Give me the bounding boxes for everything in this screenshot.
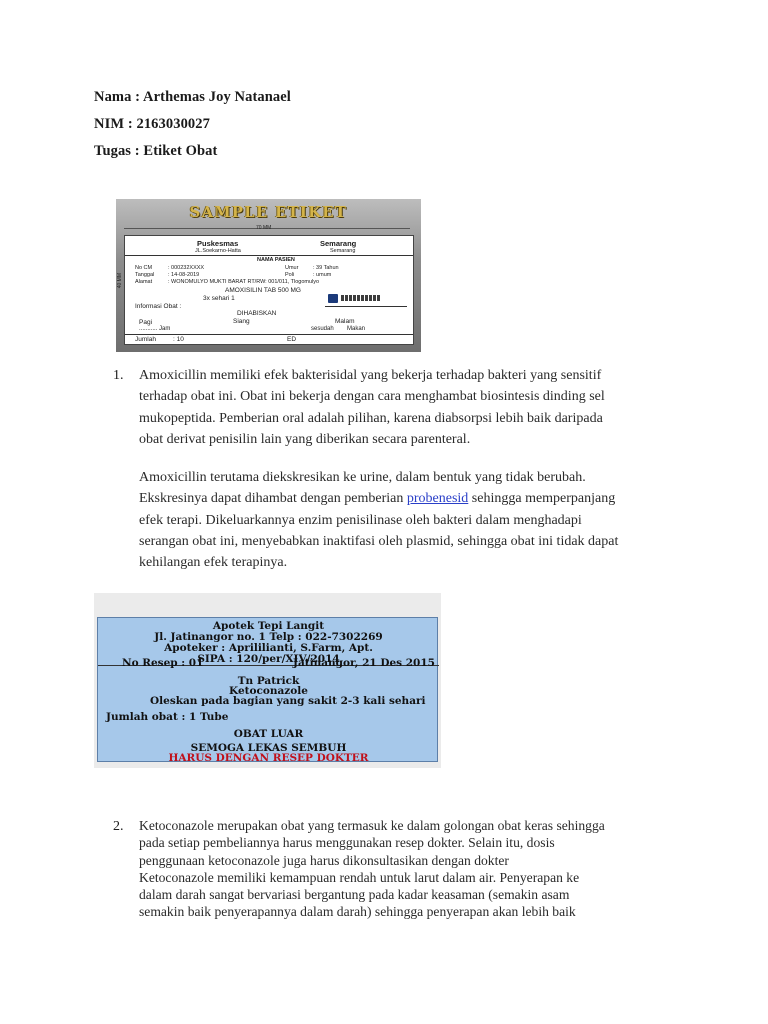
apotek-date: Jatinangor, 21 Des 2015: [293, 657, 435, 669]
student-nim: NIM : 2163030027: [94, 116, 210, 132]
etiket-address: JL.Soekarno-Hatta: [195, 248, 241, 254]
apotek-wish: SEMOGA LEKAS SEMBUH: [190, 742, 347, 754]
text-line-with-link: [139, 488, 618, 509]
text-line: obat derivat penisilin lain yang diberikan secara parenteral.: [139, 431, 471, 447]
apotek-name: Apotek Tepi Langit: [212, 620, 325, 632]
etiket-banner-title: SAMPLE ETIKET: [189, 204, 348, 221]
text-line: Amoxicillin memiliki efek bakterisidal yang bekerja terhadap bakteri yang sensitif: [139, 368, 602, 383]
apotek-apoteker: Apoteker : Aprililianti, S.Farm, Apt.: [164, 642, 373, 654]
sample-etiket-image: [116, 199, 421, 352]
etiket-makan: Makan: [347, 326, 366, 332]
etiket-ed: ED: [287, 336, 297, 343]
etiket-nocm-value: : 000232XXXX: [168, 265, 205, 271]
apotek-label-card: [97, 617, 438, 762]
text-line: semakin baik penyerapannya dalam darah) sehingga penyerapan akan lebih baik: [139, 904, 576, 920]
student-name: Nama : Arthemas Joy Natanael: [94, 89, 291, 105]
etiket-puskesmas: Puskesmas: [197, 239, 239, 248]
list-number-2: 2.: [113, 819, 124, 834]
etiket-alamat-label: Alamat: [135, 279, 153, 285]
text-line: terhadap obat ini. Obat ini bekerja dengan cara menghambat biosintesis dinding sel: [139, 389, 605, 405]
text-line: kehilangan efek terapinya.: [139, 555, 288, 571]
apotek-address: Jl. Jatinangor no. 1 Telp : 022-7302269: [154, 631, 383, 643]
etiket-jam: ........... Jam: [139, 326, 171, 332]
etiket-section-title: NAMA PASIEN: [257, 257, 295, 263]
apotek-patient: Tn Patrick: [237, 675, 300, 687]
list-number-1: 1.: [113, 368, 124, 383]
text-line: efek terapi. Dikeluarkannya enzim penisilinase oleh bakteri dalam menghadapi: [139, 512, 582, 528]
text-line: dalam darah sangat bervariasi bergantung pada kadar keasaman (semakin asam: [139, 887, 570, 903]
etiket-poli-label: Poli: [285, 272, 295, 278]
apotek-obat-luar: OBAT LUAR: [233, 728, 304, 740]
apotek-label-image: [94, 593, 441, 768]
item1-paragraph-2: [139, 467, 618, 573]
apotek-usage: Oleskan pada bagian yang sakit 2-3 kali sehari: [150, 695, 426, 707]
item2-paragraph: [139, 817, 605, 921]
assignment-title: Tugas : Etiket Obat: [94, 143, 218, 159]
pharma-logo-text: [341, 295, 381, 301]
text-line: Ketoconazole memiliki kemampuan rendah untuk larut dalam air. Penyerapan ke: [139, 869, 580, 885]
apotek-sipa: SIPA : 120/per/XIV/2014: [197, 653, 340, 665]
etiket-poli-value: : umum: [313, 272, 332, 278]
etiket-pagi: Pagi: [139, 319, 153, 326]
text-line: Amoxicillin terutama diekskresikan ke urine, dalam bentuk yang tidak berubah.: [139, 470, 586, 485]
etiket-dose: 3x sehari 1: [203, 295, 235, 302]
apotek-drug: Ketoconazole: [229, 685, 308, 697]
etiket-nocm-label: No CM: [135, 265, 153, 271]
text-line: mukopeptida. Pemberian oral adalah pilihan, karena diabsorpsi lebih baik daripada: [139, 410, 603, 426]
text-line: pada setiap pembeliannya harus menggunakan resep dokter. Selain itu, dosis: [139, 835, 555, 851]
etiket-sesudah: sesudah: [311, 326, 334, 332]
text-line: serangan obat ini, menyebabkan inaktifasi oleh plasmid, sehingga obat ini tidak dapat: [139, 533, 619, 549]
pharma-logo-icon: [328, 294, 338, 303]
etiket-card: [124, 235, 414, 345]
etiket-city: Semarang: [320, 239, 357, 248]
apotek-warning: HARUS DENGAN RESEP DOKTER: [168, 752, 369, 764]
etiket-info-label: Informasi Obat :: [135, 303, 182, 310]
probenesid-link[interactable]: probenesid: [406, 491, 469, 507]
etiket-umur-label: Umur: [285, 265, 299, 271]
etiket-tanggal-value: : 14-08-2019: [168, 272, 200, 278]
etiket-umur-value: : 39 Tahun: [313, 265, 339, 271]
etiket-side-label: 40 MM: [117, 273, 123, 289]
etiket-alamat-value: : WONOMULYO MUKTI BARAT RT/RW: 001/011, Tlogomulyo: [168, 279, 320, 285]
text-fragment: Ekskresinya dapat dihambat dengan pemberian: [139, 491, 407, 507]
etiket-scale-label: 70 MM: [256, 225, 272, 231]
etiket-dihabiskan: DIHABISKAN: [237, 310, 277, 317]
etiket-tanggal-label: Tanggal: [135, 272, 155, 278]
text-fragment: sehingga memperpanjang: [468, 491, 616, 507]
apotek-quantity: Jumlah obat : 1 Tube: [106, 711, 229, 723]
etiket-malam: Malam: [335, 318, 355, 325]
apotek-resep-number: No Resep : 01: [122, 657, 204, 669]
etiket-siang: Siang: [233, 318, 250, 325]
etiket-drug-name: AMOXISILIN TAB 500 MG: [225, 287, 301, 294]
item1-paragraph-1: [139, 365, 605, 450]
etiket-jumlah-value: : 10: [173, 336, 184, 343]
text-line: Ketoconazole merupakan obat yang termasuk ke dalam golongan obat keras sehingga: [139, 818, 605, 833]
etiket-jumlah-label: Jumlah: [135, 336, 156, 343]
etiket-city-small: Semarang: [330, 248, 356, 254]
text-line: penggunaan ketoconazole juga harus dikonsultasikan dengan dokter: [139, 852, 509, 868]
